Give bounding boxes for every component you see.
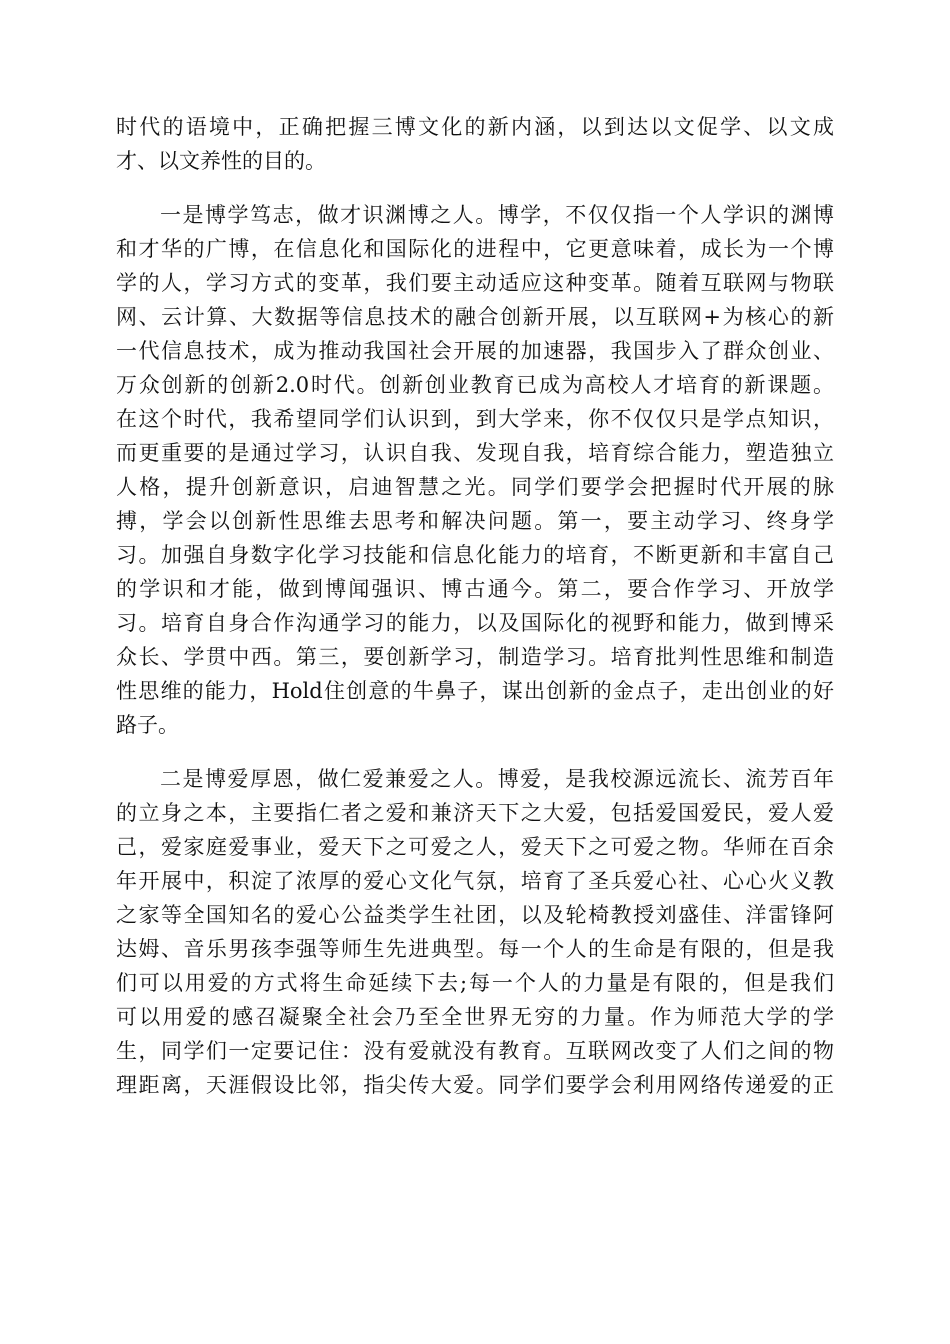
text-line: 年开展中，积淀了浓厚的爱心文化气氛，培育了圣兵爱心社、心心火义教 — [116, 869, 834, 893]
text-line: 二是博爱厚恩，做仁爱兼爱之人。博爱，是我校源远流长、流芳百年 — [160, 767, 834, 791]
text-line: 搏，学会以创新性思维去思考和解决问题。第一，要主动学习、终身学 — [116, 509, 834, 533]
paragraph-3 — [116, 762, 834, 1102]
text-line: 路子。 — [116, 713, 179, 737]
text-line: 习。加强自身数字化学习技能和信息化能力的培育，不断更新和丰富自己 — [116, 543, 834, 567]
text-line: 达姆、音乐男孩李强等师生先进典型。每一个人的生命是有限的，但是我 — [116, 937, 834, 961]
text-line: 的学识和才能，做到博闻强识、博古通今。第二，要合作学习、开放学 — [116, 577, 834, 601]
text-line: 习。培育自身合作沟通学习的能力，以及国际化的视野和能力，做到博采 — [116, 611, 834, 635]
text-line: 一代信息技术，成为推动我国社会开展的加速器，我国步入了群众创业、 — [116, 339, 834, 363]
document-body — [116, 110, 834, 1122]
text-line: 众长、学贯中西。第三，要创新学习，制造学习。培育批判性思维和制造 — [116, 645, 834, 669]
text-line: 学的人，学习方式的变革，我们要主动适应这种变革。随着互联网与物联 — [116, 271, 834, 295]
paragraph-1 — [116, 110, 834, 178]
text-line: 己，爱家庭爱事业，爱天下之可爱之人，爱天下之可爱之物。华师在百余 — [116, 835, 834, 859]
text-line: 人格，提升创新意识，启迪智慧之光。同学们要学会把握时代开展的脉 — [116, 475, 834, 499]
text-line: 可以用爱的感召凝聚全社会乃至全世界无穷的力量。作为师范大学的学 — [116, 1005, 834, 1029]
text-line: 网、云计算、大数据等信息技术的融合创新开展，以互联网+为核心的新 — [116, 305, 834, 329]
text-line: 时代的语境中，正确把握三博文化的新内涵，以到达以文促学、以文成 — [116, 115, 834, 139]
text-line: 万众创新的创新2.0时代。创新创业教育已成为高校人才培育的新课题。 — [116, 373, 834, 397]
text-line: 才、以文养性的目的。 — [116, 149, 326, 173]
paragraph-2 — [116, 198, 834, 742]
text-line: 的立身之本，主要指仁者之爱和兼济天下之大爱，包括爱国爱民，爱人爱 — [116, 801, 834, 825]
text-line: 理距离，天涯假设比邻，指尖传大爱。同学们要学会利用网络传递爱的正 — [116, 1073, 834, 1097]
text-line: 而更重要的是通过学习，认识自我、发现自我，培育综合能力，塑造独立 — [116, 441, 834, 465]
text-line: 和才华的广博，在信息化和国际化的进程中，它更意味着，成长为一个博 — [116, 237, 834, 261]
text-line: 一是博学笃志，做才识渊博之人。博学，不仅仅指一个人学识的渊博 — [160, 203, 834, 227]
text-line: 在这个时代，我希望同学们认识到，到大学来，你不仅仅只是学点知识， — [116, 407, 834, 431]
text-line: 生，同学们一定要记住：没有爱就没有教育。互联网改变了人们之间的物 — [116, 1039, 834, 1063]
text-line: 性思维的能力，Hold住创意的牛鼻子，谋出创新的金点子，走出创业的好 — [116, 679, 834, 703]
text-line: 之家等全国知名的爱心公益类学生社团，以及轮椅教授刘盛佳、洋雷锋阿 — [116, 903, 834, 927]
text-line: 们可以用爱的方式将生命延续下去;每一个人的力量是有限的，但是我们 — [116, 971, 834, 995]
